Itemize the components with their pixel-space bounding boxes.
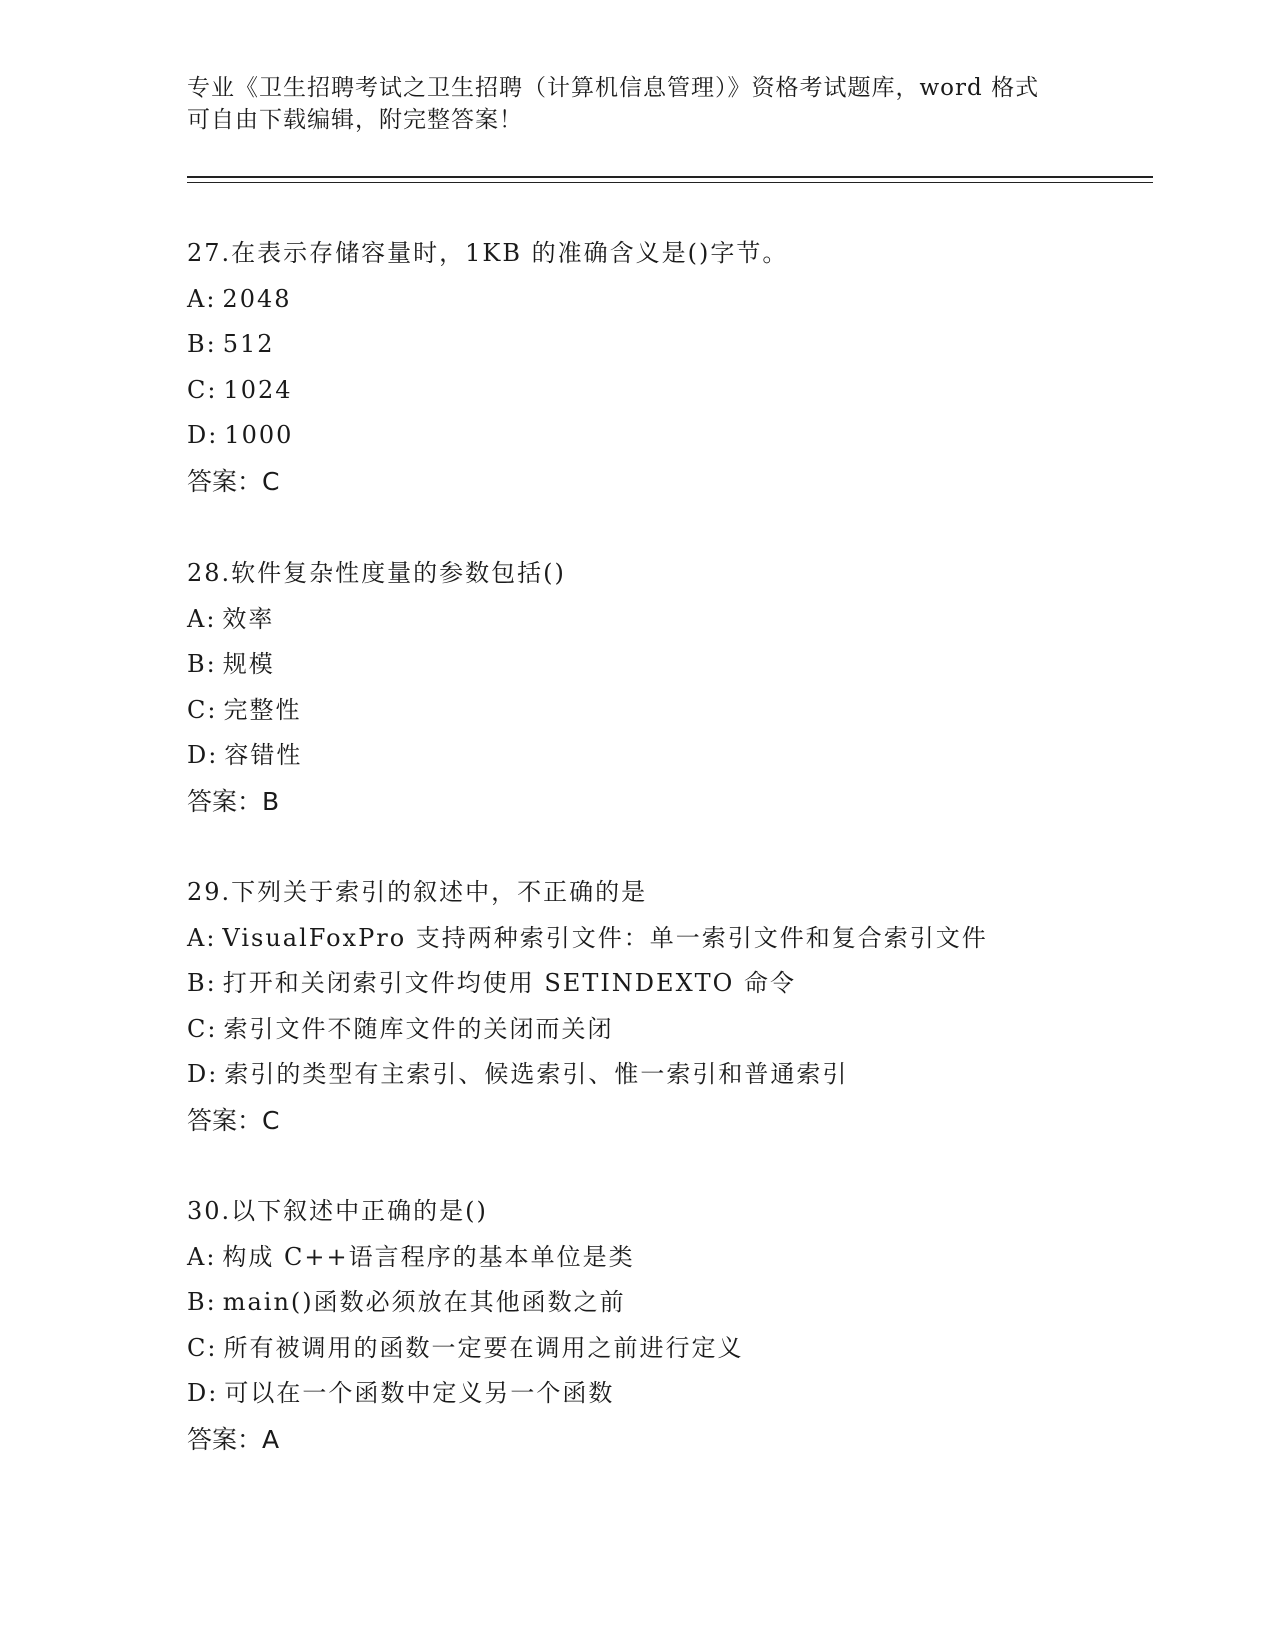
option-d — [187, 733, 1127, 779]
option-label: A: — [187, 923, 217, 952]
answer: 答案：A — [187, 1424, 280, 1454]
option-text: 构成 C++语言程序的基本单位是类 — [222, 1242, 635, 1271]
option-text: 打开和关闭索引文件均使用 SETINDEXTO 命令 — [222, 969, 796, 997]
option-c — [187, 368, 1127, 414]
option-text: 所有被调用的函数一定要在调用之前进行定义 — [223, 1333, 744, 1362]
option-label: A: — [187, 604, 217, 633]
option-label: A: — [187, 1242, 217, 1271]
option-text: 规模 — [222, 650, 275, 678]
option-text: 1024 — [223, 375, 293, 404]
question-title: 30.以下叙述中正确的是() — [187, 1197, 488, 1225]
header-line-2: 可自由下载编辑，附完整答案！ — [187, 107, 523, 133]
option-label: B: — [187, 650, 217, 678]
option-b — [187, 1280, 1127, 1326]
answer: 答案：B — [187, 786, 280, 816]
option-a — [187, 1235, 1127, 1281]
option-label: C: — [187, 695, 218, 724]
question-29 — [187, 870, 1127, 1143]
answer: 答案：C — [187, 1105, 280, 1135]
option-text: 完整性 — [223, 695, 302, 724]
option-d — [187, 1371, 1127, 1417]
option-text: 索引的类型有主索引、候选索引、惟一索引和普通索引 — [224, 1060, 849, 1088]
question-27 — [187, 231, 1127, 504]
header-divider — [187, 176, 1153, 178]
answer: 答案：C — [187, 466, 280, 496]
option-text: 索引文件不随库文件的关闭而关闭 — [223, 1014, 614, 1043]
option-text: main()函数必须放在其他函数之前 — [222, 1288, 626, 1316]
option-label: D: — [187, 741, 219, 769]
option-a — [187, 277, 1127, 323]
option-label: A: — [187, 284, 217, 313]
option-d — [187, 1052, 1127, 1098]
option-c — [187, 1326, 1127, 1372]
option-label: B: — [187, 1288, 217, 1316]
option-b — [187, 961, 1127, 1007]
option-c — [187, 1007, 1127, 1053]
option-text: 容错性 — [224, 741, 303, 769]
question-30 — [187, 1189, 1127, 1462]
option-b — [187, 322, 1127, 368]
option-label: D: — [187, 421, 219, 449]
option-label: D: — [187, 1379, 219, 1407]
option-text: 512 — [222, 330, 275, 358]
option-text: 可以在一个函数中定义另一个函数 — [224, 1379, 615, 1407]
option-label: B: — [187, 330, 217, 358]
option-label: C: — [187, 375, 218, 404]
option-b — [187, 642, 1127, 688]
option-text: 1000 — [224, 421, 294, 449]
option-label: B: — [187, 969, 217, 997]
option-label: C: — [187, 1014, 218, 1043]
option-a — [187, 916, 1127, 962]
option-text: VisualFoxPro 支持两种索引文件：单一索引文件和复合索引文件 — [222, 923, 988, 952]
question-title: 28.软件复杂性度量的参数包括() — [187, 559, 566, 587]
option-d — [187, 413, 1127, 459]
header-line-1: 专业《卫生招聘考试之卫生招聘（计算机信息管理）》资格考试题库，word 格式 — [187, 75, 1040, 101]
option-text: 效率 — [222, 604, 275, 633]
option-label: C: — [187, 1333, 218, 1362]
question-title: 27.在表示存储容量时，1KB 的准确含义是()字节。 — [187, 239, 789, 267]
option-label: D: — [187, 1060, 219, 1088]
option-c — [187, 688, 1127, 734]
option-text: 2048 — [222, 284, 292, 313]
option-a — [187, 597, 1127, 643]
header-divider-thin — [187, 182, 1153, 183]
question-title: 29.下列关于索引的叙述中，不正确的是 — [187, 878, 648, 906]
question-28 — [187, 551, 1127, 824]
document-header — [187, 72, 1087, 136]
